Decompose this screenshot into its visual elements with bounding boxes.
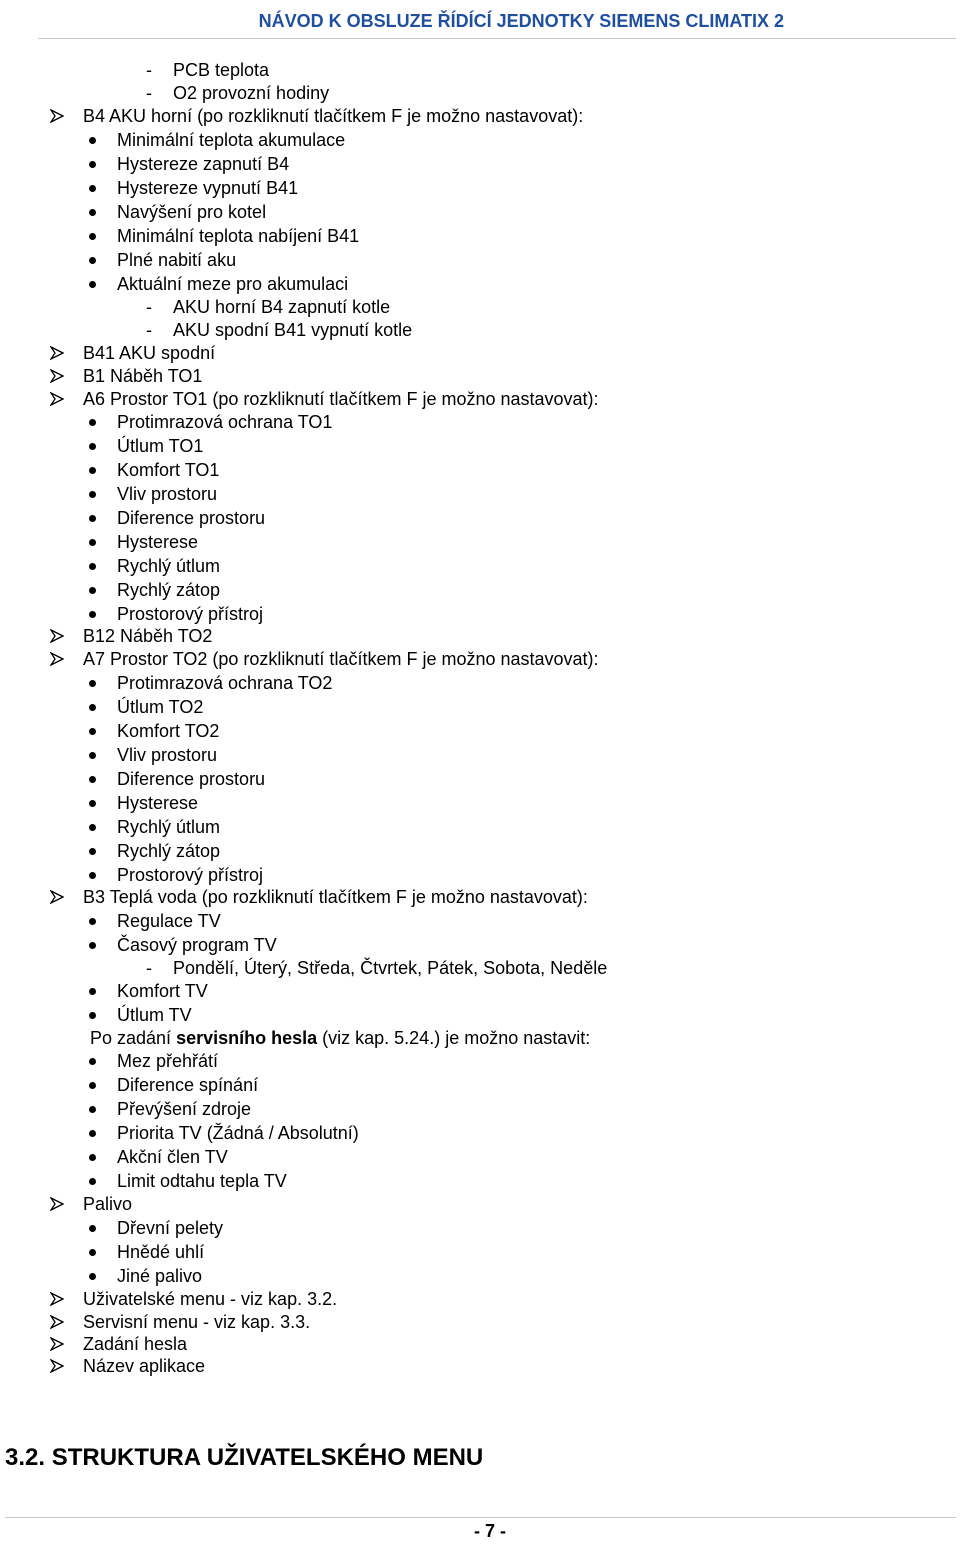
menu-subitem — [0, 1264, 960, 1288]
round-bullet-icon — [89, 185, 96, 192]
item-label: Pondělí, Úterý, Středa, Čtvrtek, Pátek, Sobota, Neděle — [173, 958, 608, 978]
arrowhead-bullet-icon — [50, 109, 64, 123]
item-label: Rychlý útlum — [117, 556, 221, 576]
note-line — [0, 1026, 960, 1050]
item-label: Diference spínání — [117, 1075, 259, 1095]
round-bullet-icon — [89, 1012, 96, 1019]
item-label: Hystereze zapnutí B4 — [117, 154, 290, 174]
dash-bullet-icon: - — [146, 60, 152, 80]
menu-subdetail — [0, 318, 960, 342]
item-label: Protimrazová ochrana TO1 — [117, 412, 333, 432]
menu-item — [0, 104, 960, 128]
round-bullet-icon — [89, 539, 96, 546]
arrowhead-bullet-icon — [50, 1292, 64, 1306]
round-bullet-icon — [89, 1106, 96, 1113]
item-label: PCB teplota — [173, 60, 270, 80]
item-label: Komfort TV — [117, 981, 208, 1001]
menu-subitem — [0, 1240, 960, 1264]
item-label: B12 Náběh TO2 — [83, 626, 213, 646]
note-text-part: (viz kap. 5.24.) je možno nastavit: — [317, 1028, 591, 1048]
menu-subdetail — [0, 295, 960, 319]
item-label: Zadání hesla — [83, 1334, 188, 1354]
item-label: Limit odtahu tepla TV — [117, 1171, 287, 1191]
item-label: Hysterese — [117, 532, 199, 552]
round-bullet-icon — [89, 848, 96, 855]
footer-divider — [5, 1517, 956, 1518]
dash-bullet-icon: - — [146, 297, 152, 317]
menu-subitem — [0, 933, 960, 957]
item-label: Rychlý útlum — [117, 817, 221, 837]
menu-subitem — [0, 815, 960, 839]
item-label: Rychlý zátop — [117, 841, 221, 861]
menu-subitem — [0, 458, 960, 482]
menu-subitem — [0, 1049, 960, 1073]
round-bullet-icon — [89, 611, 96, 618]
round-bullet-icon — [89, 443, 96, 450]
round-bullet-icon — [89, 137, 96, 144]
item-label: B3 Teplá voda (po rozkliknutí tlačítkem F je možno nastavovat): — [83, 887, 588, 907]
round-bullet-icon — [89, 1154, 96, 1161]
note-text — [90, 1026, 590, 1050]
round-bullet-icon — [89, 942, 96, 949]
round-bullet-icon — [89, 988, 96, 995]
menu-subitem — [0, 128, 960, 152]
menu-subitem — [0, 176, 960, 200]
round-bullet-icon — [89, 1273, 96, 1280]
item-label: O2 provozní hodiny — [173, 83, 330, 103]
item-label: Vliv prostoru — [117, 484, 218, 504]
menu-subdetail — [0, 956, 960, 980]
round-bullet-icon — [89, 1178, 96, 1185]
item-label: AKU horní B4 zapnutí kotle — [173, 297, 391, 317]
menu-item — [0, 647, 960, 671]
menu-subitem — [0, 719, 960, 743]
emphasis-text: servisního hesla — [176, 1028, 318, 1048]
item-label: Převýšení zdroje — [117, 1099, 252, 1119]
menu-item — [0, 1332, 960, 1356]
round-bullet-icon — [89, 587, 96, 594]
menu-item — [0, 341, 960, 365]
item-label: B1 Náběh TO1 — [83, 366, 203, 386]
item-label: A6 Prostor TO1 (po rozkliknutí tlačítkem F je možno nastavovat): — [83, 389, 599, 409]
round-bullet-icon — [89, 161, 96, 168]
round-bullet-icon — [89, 563, 96, 570]
item-label: Hystereze vypnutí B41 — [117, 178, 299, 198]
item-label: B41 AKU spodní — [83, 343, 216, 363]
arrowhead-bullet-icon — [50, 369, 64, 383]
menu-subitem — [0, 791, 960, 815]
round-bullet-icon — [89, 872, 96, 879]
arrowhead-bullet-icon — [50, 652, 64, 666]
round-bullet-icon — [89, 918, 96, 925]
menu-item — [0, 1192, 960, 1216]
item-label: Priorita TV (Žádná / Absolutní) — [117, 1123, 359, 1143]
note-text-part: Po zadání — [90, 1028, 177, 1048]
item-label: Akční člen TV — [117, 1147, 228, 1167]
item-label: Diference prostoru — [117, 769, 266, 789]
menu-subitem — [0, 1145, 960, 1169]
menu-subitem — [0, 909, 960, 933]
item-label: Útlum TV — [117, 1005, 192, 1025]
item-label: Název aplikace — [83, 1356, 206, 1376]
round-bullet-icon — [89, 680, 96, 687]
item-label: Prostorový přístroj — [117, 604, 264, 624]
item-label: Prostorový přístroj — [117, 865, 264, 885]
item-label: Dřevní pelety — [117, 1218, 224, 1238]
item-label: Minimální teplota akumulace — [117, 130, 346, 150]
arrowhead-bullet-icon — [50, 1315, 64, 1329]
round-bullet-icon — [89, 419, 96, 426]
menu-subitem — [0, 863, 960, 887]
menu-subitem — [0, 224, 960, 248]
round-bullet-icon — [89, 467, 96, 474]
menu-item — [0, 1354, 960, 1378]
round-bullet-icon — [89, 704, 96, 711]
item-label: Mez přehřátí — [117, 1051, 219, 1071]
round-bullet-icon — [89, 1225, 96, 1232]
menu-subitem — [0, 671, 960, 695]
round-bullet-icon — [89, 515, 96, 522]
menu-subitem — [0, 695, 960, 719]
round-bullet-icon — [89, 800, 96, 807]
round-bullet-icon — [89, 233, 96, 240]
menu-subitem — [0, 248, 960, 272]
menu-item — [0, 1310, 960, 1334]
menu-subitem — [0, 578, 960, 602]
menu-subitem — [0, 152, 960, 176]
item-label: Diference prostoru — [117, 508, 266, 528]
item-label: Uživatelské menu - viz kap. 3.2. — [83, 1289, 338, 1309]
menu-subitem — [0, 506, 960, 530]
menu-item — [0, 364, 960, 388]
menu-subitem — [0, 482, 960, 506]
menu-item — [0, 1287, 960, 1311]
menu-item — [0, 885, 960, 909]
item-label: Jiné palivo — [117, 1266, 203, 1286]
menu-subitem — [0, 1216, 960, 1240]
menu-subdetail — [0, 81, 960, 105]
menu-subitem — [0, 1169, 960, 1193]
item-label: B4 AKU horní (po rozkliknutí tlačítkem F je možno nastavovat): — [83, 106, 584, 126]
dash-bullet-icon: - — [146, 320, 152, 340]
document-title: NÁVOD K OBSLUZE ŘÍDÍCÍ JEDNOTKY SIEMENS CLIMATIX 2 — [258, 11, 784, 31]
round-bullet-icon — [89, 257, 96, 264]
arrowhead-bullet-icon — [50, 346, 64, 360]
item-label: Vliv prostoru — [117, 745, 218, 765]
item-label: Hnědé uhlí — [117, 1242, 205, 1262]
dash-bullet-icon: - — [146, 83, 152, 103]
item-label: Útlum TO2 — [117, 697, 204, 717]
item-label: Rychlý zátop — [117, 580, 221, 600]
menu-subitem — [0, 602, 960, 626]
menu-subitem — [0, 272, 960, 296]
menu-subitem — [0, 200, 960, 224]
arrowhead-bullet-icon — [50, 1197, 64, 1211]
round-bullet-icon — [89, 209, 96, 216]
item-label: Aktuální meze pro akumulaci — [117, 274, 349, 294]
item-label: Protimrazová ochrana TO2 — [117, 673, 333, 693]
arrowhead-bullet-icon — [50, 890, 64, 904]
round-bullet-icon — [89, 1249, 96, 1256]
round-bullet-icon — [89, 491, 96, 498]
round-bullet-icon — [89, 824, 96, 831]
item-label: Regulace TV — [117, 911, 221, 931]
round-bullet-icon — [89, 728, 96, 735]
item-label: Časový program TV — [117, 935, 277, 955]
menu-subitem — [0, 839, 960, 863]
menu-item — [0, 624, 960, 648]
item-label: Útlum TO1 — [117, 436, 204, 456]
item-label: Komfort TO1 — [117, 460, 220, 480]
menu-subitem — [0, 767, 960, 791]
arrowhead-bullet-icon — [50, 392, 64, 406]
round-bullet-icon — [89, 776, 96, 783]
item-label: Hysterese — [117, 793, 199, 813]
item-label: Navýšení pro kotel — [117, 202, 267, 222]
menu-subitem — [0, 1003, 960, 1027]
round-bullet-icon — [89, 752, 96, 759]
menu-subitem — [0, 434, 960, 458]
menu-subdetail — [0, 58, 960, 82]
menu-subitem — [0, 1097, 960, 1121]
item-label: Komfort TO2 — [117, 721, 220, 741]
item-label: Minimální teplota nabíjení B41 — [117, 226, 360, 246]
arrowhead-bullet-icon — [50, 629, 64, 643]
page-header — [38, 0, 956, 39]
dash-bullet-icon: - — [146, 958, 152, 978]
item-label: Servisní menu - viz kap. 3.3. — [83, 1312, 311, 1332]
round-bullet-icon — [89, 281, 96, 288]
menu-subitem — [0, 530, 960, 554]
item-label: AKU spodní B41 vypnutí kotle — [173, 320, 413, 340]
menu-subitem — [0, 410, 960, 434]
page-number: - 7 - — [473, 1521, 506, 1541]
menu-subitem — [0, 1121, 960, 1145]
item-label: Palivo — [83, 1194, 133, 1214]
menu-item — [0, 387, 960, 411]
round-bullet-icon — [89, 1130, 96, 1137]
arrowhead-bullet-icon — [50, 1359, 64, 1373]
item-label: A7 Prostor TO2 (po rozkliknutí tlačítkem F je možno nastavovat): — [83, 649, 599, 669]
round-bullet-icon — [89, 1058, 96, 1065]
menu-subitem — [0, 554, 960, 578]
section-heading: 3.2. STRUKTURA UŽIVATELSKÉHO MENU — [5, 1444, 484, 1471]
menu-subitem — [0, 1073, 960, 1097]
menu-subitem — [0, 979, 960, 1003]
arrowhead-bullet-icon — [50, 1337, 64, 1351]
menu-subitem — [0, 743, 960, 767]
round-bullet-icon — [89, 1082, 96, 1089]
item-label: Plné nabití aku — [117, 250, 237, 270]
